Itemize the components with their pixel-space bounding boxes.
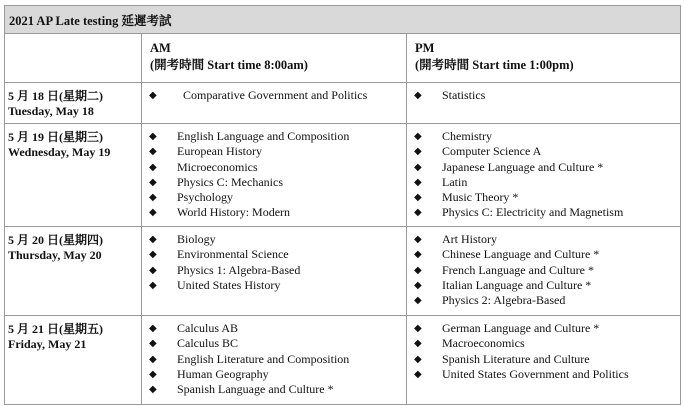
diamond-bullet-icon: ◆ <box>414 249 422 261</box>
subject-name: Physics 1: Algebra-Based <box>177 262 301 277</box>
subject-item <box>414 321 680 336</box>
subject-item <box>414 205 680 220</box>
pm-subject-list <box>407 227 680 308</box>
subject-name: Psychology <box>177 190 234 205</box>
diamond-bullet-icon: ◆ <box>149 146 157 158</box>
subject-item <box>414 232 680 247</box>
diamond-bullet-icon: ◆ <box>414 368 422 380</box>
diamond-bullet-icon: ◆ <box>149 176 157 188</box>
subject-item <box>149 352 406 367</box>
subject-item <box>414 129 680 144</box>
subject-item <box>149 160 406 175</box>
subject-item <box>414 278 680 293</box>
am-label: AM <box>150 41 171 55</box>
subject-name: United States Government and Politics <box>442 366 629 381</box>
am-start-time: (開考時間 Start time 8:00am) <box>150 58 308 72</box>
subject-name: English Literature and Composition <box>177 351 350 366</box>
date-en: Wednesday, May 19 <box>8 145 111 159</box>
ap-late-testing-table <box>4 5 681 405</box>
subject-item <box>414 144 680 159</box>
am-subjects-cell <box>142 124 407 227</box>
date-en: Friday, May 21 <box>8 337 87 351</box>
am-subject-list <box>142 83 406 103</box>
subject-item <box>414 336 680 351</box>
diamond-bullet-icon: ◆ <box>414 146 422 158</box>
subject-item <box>414 247 680 262</box>
subject-name: Physics 2: Algebra-Based <box>442 293 566 308</box>
pm-subject-list <box>407 316 680 382</box>
diamond-bullet-icon: ◆ <box>149 234 157 245</box>
subject-name: Latin <box>442 174 468 189</box>
header-row <box>5 34 681 83</box>
day-row <box>5 83 681 124</box>
subject-name: Music Theory * <box>442 190 519 205</box>
date-cell <box>5 83 142 124</box>
am-subjects-cell <box>142 83 407 124</box>
subject-item <box>414 160 680 175</box>
subject-name: Physics C: Mechanics <box>177 174 283 189</box>
diamond-bullet-icon: ◆ <box>149 161 157 173</box>
am-subject-list <box>142 227 406 293</box>
diamond-bullet-icon: ◆ <box>414 192 422 204</box>
subject-item <box>414 175 680 190</box>
subject-item <box>149 247 406 262</box>
subject-name: Italian Language and Culture * <box>442 277 592 292</box>
date-zh: 5 月 18 日(星期二) <box>8 89 103 103</box>
subject-name: Biology <box>177 232 216 246</box>
date-en: Thursday, May 20 <box>8 248 102 262</box>
subject-item <box>414 352 680 367</box>
date-cell <box>5 316 142 405</box>
pm-subjects-cell <box>407 124 681 227</box>
diamond-bullet-icon: ◆ <box>414 279 422 291</box>
subject-name: United States History <box>177 277 281 292</box>
diamond-bullet-icon: ◆ <box>149 279 157 291</box>
pm-header-cell <box>407 34 681 83</box>
diamond-bullet-icon: ◆ <box>414 131 422 142</box>
subject-name: Chinese Language and Culture * <box>442 247 600 262</box>
date-en: Tuesday, May 18 <box>8 104 94 118</box>
subject-item <box>149 367 406 382</box>
day-row <box>5 316 681 405</box>
subject-name: French Language and Culture * <box>442 262 594 277</box>
date-zh: 5 月 19 日(星期三) <box>8 130 103 144</box>
subject-item <box>149 321 406 336</box>
subject-name: Calculus BC <box>177 336 239 351</box>
am-subjects-cell <box>142 227 407 316</box>
pm-subjects-cell <box>407 83 681 124</box>
date-cell <box>5 227 142 316</box>
diamond-bullet-icon: ◆ <box>414 338 422 350</box>
subject-name: Statistics <box>442 88 486 102</box>
table-title: 2021 AP Late testing 延遲考試 <box>5 6 681 34</box>
subject-name: Spanish Literature and Culture <box>442 351 590 366</box>
subject-name: German Language and Culture * <box>442 321 600 335</box>
subject-name: Physics C: Electricity and Magnetism <box>442 205 624 220</box>
diamond-bullet-icon: ◆ <box>414 353 422 365</box>
diamond-bullet-icon: ◆ <box>414 295 422 307</box>
diamond-bullet-icon: ◆ <box>149 323 157 334</box>
pm-subjects-cell <box>407 316 681 405</box>
subject-item <box>149 190 406 205</box>
subject-item <box>149 336 406 351</box>
subject-item <box>414 88 680 103</box>
subject-item <box>149 232 406 247</box>
diamond-bullet-icon: ◆ <box>414 90 422 101</box>
subject-item <box>149 175 406 190</box>
diamond-bullet-icon: ◆ <box>414 234 422 245</box>
subject-name: World History: Modern <box>177 205 291 220</box>
title-row <box>5 6 681 34</box>
subject-item <box>414 263 680 278</box>
subject-name: Microeconomics <box>177 159 258 174</box>
subject-item <box>149 263 406 278</box>
diamond-bullet-icon: ◆ <box>414 161 422 173</box>
day-row <box>5 124 681 227</box>
subject-item <box>414 293 680 308</box>
subject-item <box>414 190 680 205</box>
am-subjects-cell <box>142 316 407 405</box>
am-subject-list <box>142 124 406 221</box>
diamond-bullet-icon: ◆ <box>149 368 157 380</box>
am-subject-list <box>142 316 406 397</box>
subject-item <box>149 88 406 103</box>
diamond-bullet-icon: ◆ <box>149 207 157 219</box>
subject-name: English Language and Composition <box>177 129 350 143</box>
subject-name: Japanese Language and Culture * <box>442 159 604 174</box>
am-header-cell <box>142 34 407 83</box>
subject-item <box>149 382 406 397</box>
diamond-bullet-icon: ◆ <box>149 264 157 276</box>
diamond-bullet-icon: ◆ <box>414 323 422 334</box>
subject-item <box>149 144 406 159</box>
subject-name: Macroeconomics <box>442 336 525 351</box>
diamond-bullet-icon: ◆ <box>149 384 157 396</box>
date-cell <box>5 124 142 227</box>
subject-name: Computer Science A <box>442 144 542 159</box>
day-row <box>5 227 681 316</box>
subject-name: Comparative Government and Politics <box>183 88 368 102</box>
diamond-bullet-icon: ◆ <box>414 207 422 219</box>
subject-name: Human Geography <box>177 366 269 381</box>
subject-item <box>149 205 406 220</box>
diamond-bullet-icon: ◆ <box>149 353 157 365</box>
subject-name: Environmental Science <box>177 247 289 262</box>
subject-name: Spanish Language and Culture * <box>177 382 334 397</box>
diamond-bullet-icon: ◆ <box>149 131 157 142</box>
pm-subject-list <box>407 83 680 103</box>
diamond-bullet-icon: ◆ <box>414 264 422 276</box>
subject-name: European History <box>177 144 262 159</box>
date-zh: 5 月 21 日(星期五) <box>8 322 103 336</box>
subject-name: Calculus AB <box>177 321 239 335</box>
pm-label: PM <box>415 41 435 55</box>
subject-name: Art History <box>442 232 497 246</box>
date-zh: 5 月 20 日(星期四) <box>8 233 103 247</box>
diamond-bullet-icon: ◆ <box>414 176 422 188</box>
diamond-bullet-icon: ◆ <box>149 90 157 101</box>
subject-item <box>149 278 406 293</box>
subject-item <box>414 367 680 382</box>
pm-subjects-cell <box>407 227 681 316</box>
diamond-bullet-icon: ◆ <box>149 192 157 204</box>
subject-name: Chemistry <box>442 129 492 143</box>
pm-start-time: (開考時間 Start time 1:00pm) <box>415 58 574 72</box>
diamond-bullet-icon: ◆ <box>149 249 157 261</box>
header-blank-cell <box>5 34 142 83</box>
diamond-bullet-icon: ◆ <box>149 338 157 350</box>
pm-subject-list <box>407 124 680 221</box>
subject-item <box>149 129 406 144</box>
